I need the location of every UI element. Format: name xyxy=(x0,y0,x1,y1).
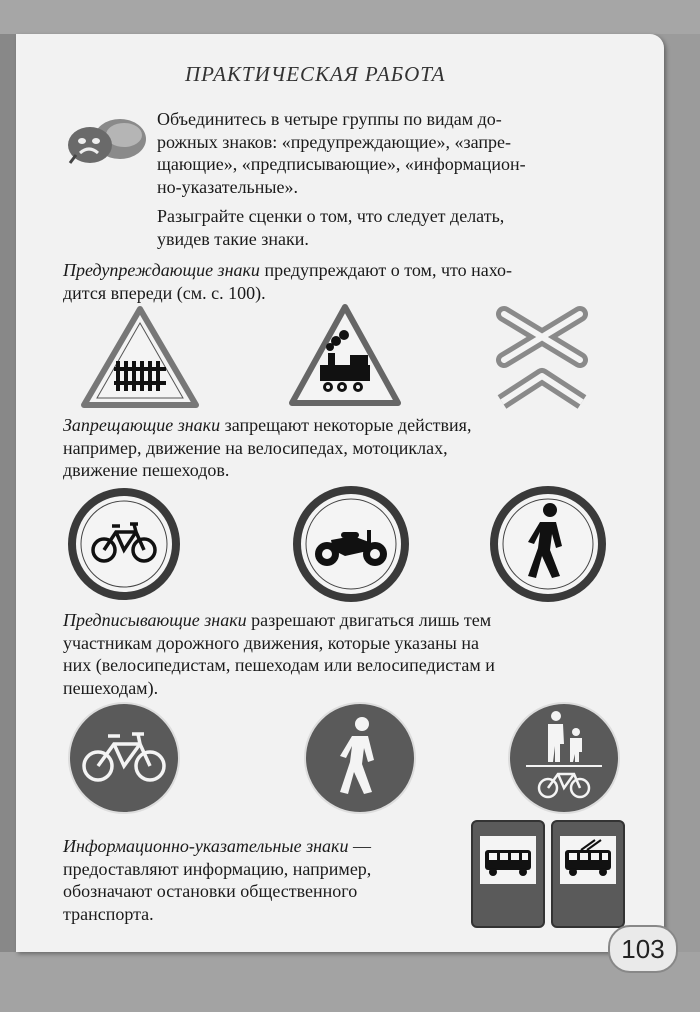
warning-paragraph xyxy=(63,259,627,304)
mandatory-line4: пешеходам). xyxy=(63,677,159,698)
mandatory-line1: разрешают двигаться лишь тем xyxy=(246,610,492,630)
prohibitory-paragraph xyxy=(63,414,627,482)
top-margin xyxy=(0,0,700,34)
intro-line: щающие», «предписывающие», «информацион- xyxy=(157,154,526,174)
prohibitory-term: Запрещающие знаки xyxy=(63,415,221,435)
bicycle-path-sign xyxy=(66,700,182,816)
railway-crossing-without-barrier-sign xyxy=(288,303,402,407)
intro-line: рожных знаков: «предупреждающие», «запре- xyxy=(157,131,511,152)
bus-stop-sign xyxy=(471,820,545,928)
intro-paragraph xyxy=(157,108,627,198)
mandatory-line3: них (велосипедистам, пешеходам или велосипедистам и xyxy=(63,655,495,675)
mandatory-line2: участникам дорожного движения, которые указаны на xyxy=(63,632,479,653)
intro-line: но-указательные». xyxy=(157,176,298,197)
railway-crossing-with-barrier-sign xyxy=(80,305,200,409)
prohibitory-line2: например, движение на велосипедах, мотоциклах, xyxy=(63,437,448,458)
warning-term: Предупреждающие знаки xyxy=(63,260,260,280)
shared-pedestrian-bicycle-path-sign xyxy=(506,700,622,816)
intro-line: Объединитесь в четыре группы по видам до- xyxy=(157,109,502,129)
bottom-margin xyxy=(0,952,700,1012)
no-pedestrians-sign xyxy=(490,486,606,602)
mandatory-term: Предписывающие знаки xyxy=(63,610,247,630)
info-paragraph xyxy=(63,835,463,925)
pedestrian-path-sign xyxy=(302,700,418,816)
page-number: 103 xyxy=(608,925,678,973)
warning-line1: предупреждают о том, что нахо- xyxy=(259,260,513,280)
task-line: Разыграйте сценки о том, что следует делать, xyxy=(157,206,505,226)
page-title: ПРАКТИЧЕСКАЯ РАБОТА xyxy=(185,62,446,86)
no-bicycles-sign xyxy=(68,488,180,600)
info-dash: — xyxy=(348,836,371,856)
prohibitory-line3: движение пешеходов. xyxy=(63,460,230,480)
info-line3: обозначают остановки общественного xyxy=(63,881,358,901)
info-line4: транспорта. xyxy=(63,903,154,924)
task-line: увидев такие знаки. xyxy=(157,228,309,249)
warning-line2: дится впереди (см. с. 100). xyxy=(63,282,266,303)
info-line2: предоставляют информацию, например, xyxy=(63,858,372,879)
task-paragraph xyxy=(157,205,627,250)
info-term: Информационно-указательные знаки xyxy=(63,836,349,856)
trolleybus-stop-sign xyxy=(551,820,625,928)
theatre-masks-icon xyxy=(62,115,148,171)
single-track-railway-crossing-sign xyxy=(492,302,592,410)
mandatory-paragraph xyxy=(63,609,627,699)
book-spine-shadow xyxy=(0,0,16,1012)
prohibitory-line1: запрещают некоторые действия, xyxy=(220,415,472,435)
no-motorcycles-sign xyxy=(293,486,409,602)
